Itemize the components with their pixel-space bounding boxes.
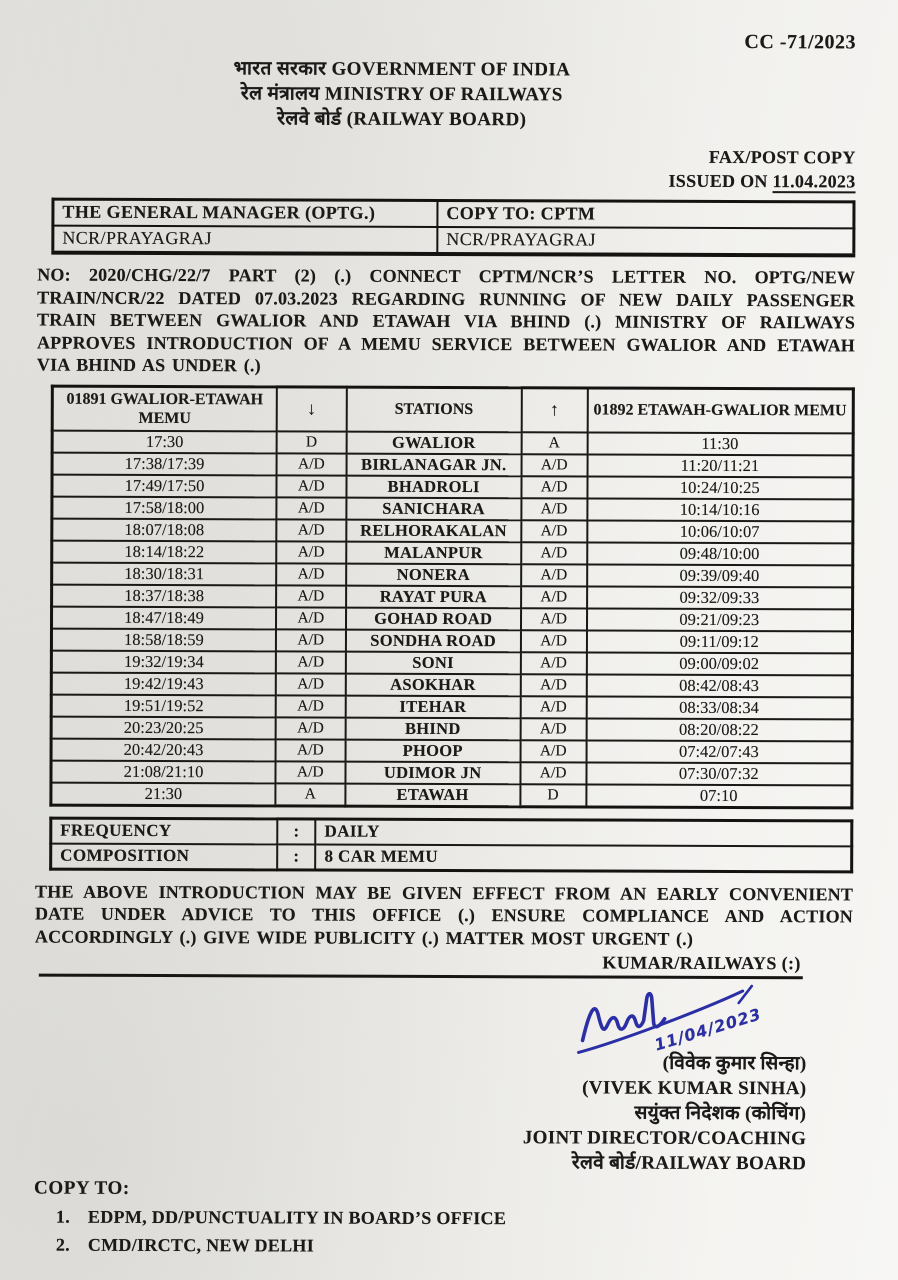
column-header-train-01892: 01892 ETAWAH-GWALIOR MEMU xyxy=(587,387,853,432)
copy-addressee-title: COPY TO: CPTM xyxy=(437,200,854,228)
timetable-row xyxy=(51,782,852,807)
copy-to-item-1 xyxy=(34,1207,852,1231)
cell: A/D xyxy=(520,740,586,762)
item-number: 2. xyxy=(55,1234,70,1255)
cell: 21:08/21:10 xyxy=(51,760,276,783)
signature-tick xyxy=(739,986,752,1003)
cell: A/D xyxy=(276,629,346,651)
cell: A/D xyxy=(520,674,586,696)
cell: D xyxy=(277,431,347,453)
cell: A/D xyxy=(276,673,346,695)
cell: : xyxy=(277,844,315,870)
timetable-row xyxy=(52,518,853,543)
timetable-row xyxy=(51,760,852,785)
cell: 19:51/19:52 xyxy=(51,694,276,717)
timetable-row xyxy=(51,694,852,719)
fax-issue-block xyxy=(38,143,856,194)
cell: A/D xyxy=(276,475,346,497)
cell: 18:47/18:49 xyxy=(51,606,276,629)
address-office-row xyxy=(53,226,854,256)
cell: 19:42/19:43 xyxy=(51,672,276,695)
cell: A/D xyxy=(520,696,586,718)
cell: 18:37/18:38 xyxy=(52,584,277,607)
cell: 17:30 xyxy=(52,430,277,453)
closing-paragraph: THE ABOVE INTRODUCTION MAY BE GIVEN EFFECT FROM AN EARLY CONVENIENT DATE UNDER ADVICE TO THIS OFFICE (.) ENSURE COMPLIANCE AND ACTION ACCORDINGLY (.) GIVE WIDE PUBLICITY (.) MATTER MOST URGENT (.) xyxy=(34,881,854,949)
cell: A/D xyxy=(521,542,587,564)
cell: D xyxy=(520,784,586,807)
cell: 09:39/09:40 xyxy=(587,564,853,587)
cell: 09:48/10:00 xyxy=(587,542,853,565)
timetable-row xyxy=(51,716,852,741)
train-timetable xyxy=(49,384,854,809)
cell: A/D xyxy=(521,498,587,520)
timetable-row xyxy=(52,452,853,477)
cell: A/D xyxy=(521,520,587,542)
item-text: EDPM, DD/PUNCTUALITY IN BOARD’S OFFICE xyxy=(87,1206,507,1229)
cell: A/D xyxy=(276,607,346,629)
cell: 11:20/11:21 xyxy=(587,454,853,477)
cell: 08:20/08:22 xyxy=(586,718,852,741)
cell: A/D xyxy=(276,651,346,673)
cell: 07:30/07:32 xyxy=(586,762,852,785)
signature-block xyxy=(34,979,853,1177)
cell: GWALIOR xyxy=(346,431,521,454)
cell: A/D xyxy=(521,564,587,586)
cell: A/D xyxy=(276,695,346,717)
cell: A/D xyxy=(276,739,346,761)
timetable-body xyxy=(51,430,853,807)
cell: NONERA xyxy=(346,563,521,586)
info-row xyxy=(51,843,852,871)
copy-addressee-office: NCR/PRAYAGRAJ xyxy=(437,227,854,255)
cell: A/D xyxy=(276,497,346,519)
cell: 17:49/17:50 xyxy=(52,474,277,497)
signatory-name: (VIVEK KUMAR SINHA) xyxy=(582,1077,807,1100)
signatory-organisation: रेलवे बोर्ड/RAILWAY BOARD xyxy=(571,1152,807,1175)
signature-date: 11/04/2023 xyxy=(652,1004,764,1055)
cell: 09:00/09:02 xyxy=(586,652,852,675)
cell: ETAWAH xyxy=(345,783,520,806)
cell: 08:42/08:43 xyxy=(586,674,852,697)
cell: 09:21/09:23 xyxy=(587,608,853,631)
handwritten-signature xyxy=(570,980,780,1061)
cell: RELHORAKALAN xyxy=(346,519,521,542)
addressee-title: THE GENERAL MANAGER (OPTG.) xyxy=(53,199,438,227)
cell: A/D xyxy=(521,608,587,630)
timetable-row xyxy=(52,584,853,609)
cell: A/D xyxy=(521,476,587,498)
cell: DAILY xyxy=(316,819,852,846)
issued-on-line xyxy=(38,167,856,194)
sender-reference: KUMAR/RAILWAYS (:) xyxy=(602,952,801,974)
cell: 20:23/20:25 xyxy=(51,716,276,739)
item-number: 1. xyxy=(55,1206,71,1227)
timetable-row xyxy=(51,650,852,675)
copy-to-item-2 xyxy=(34,1235,852,1259)
cell: ASOKHAR xyxy=(345,673,520,696)
cell: 10:24/10:25 xyxy=(587,476,853,499)
signatory-designation-hindi: सयुंक्त निदेशक (कोचिंग) xyxy=(634,1102,807,1125)
cell: 17:58/18:00 xyxy=(52,496,277,519)
cell: BHIND xyxy=(345,717,520,740)
letterhead-board-line: रेलवे बोर्ड (RAILWAY BOARD) xyxy=(277,108,527,131)
timetable-row xyxy=(52,540,853,565)
cell: COMPOSITION xyxy=(51,843,278,869)
cell: 17:38/17:39 xyxy=(52,452,277,475)
cell: SANICHARA xyxy=(346,497,521,520)
cell: A/D xyxy=(521,652,587,674)
cell: SONDHA ROAD xyxy=(346,629,521,652)
cell: 10:06/10:07 xyxy=(587,520,853,543)
up-arrow-icon: ↑ xyxy=(521,387,587,432)
copy-to-title: COPY TO: xyxy=(34,1177,130,1199)
cell: GOHAD ROAD xyxy=(346,607,521,630)
cell: BHADROLI xyxy=(346,475,521,498)
body-paragraph: NO: 2020/CHG/22/7 PART (2) (.) CONNECT CPTM/NCR’S LETTER NO. OPTG/NEW TRAIN/NCR/22 DATED 07.03.2023 REGARDING RUNNING OF NEW DAILY PASSENGER TRAIN BETWEEN GWALIOR AND ETAWAH VIA BHIND (.) MINISTRY OF RAILWAYS APPROVES INTRODUCTION OF A MEMU SERVICE BETWEEN GWALIOR AND ETAWAH VIA BHIND AS UNDER (.) xyxy=(36,264,856,376)
cell: A/D xyxy=(276,541,346,563)
timetable-row xyxy=(52,496,853,521)
cell: 07:42/07:43 xyxy=(586,740,852,763)
cell: SONI xyxy=(345,651,520,674)
cell: A/D xyxy=(520,762,586,784)
cell: A/D xyxy=(277,453,347,475)
cell: 18:30/18:31 xyxy=(52,562,277,585)
cell: FREQUENCY xyxy=(51,818,278,844)
cell: 18:07/18:08 xyxy=(52,518,277,541)
info-table-body xyxy=(51,818,852,872)
cell: A/D xyxy=(276,585,346,607)
reference-number: CC -71/2023 xyxy=(744,31,857,54)
letterhead-ministry-line: रेल मंत्रालय MINISTRY OF RAILWAYS xyxy=(240,83,563,106)
cell: A/D xyxy=(276,717,346,739)
signatory-name-hindi: (विवेक कुमार सिन्हा) xyxy=(662,1052,807,1075)
cell: 10:14/10:16 xyxy=(587,498,853,521)
timetable-row xyxy=(51,606,852,631)
timetable-row xyxy=(51,672,852,697)
letterhead xyxy=(0,55,811,133)
cell: PHOOP xyxy=(345,739,520,762)
cell: 20:42/20:43 xyxy=(51,738,276,761)
cell: A/D xyxy=(521,586,587,608)
timetable-row xyxy=(52,474,853,499)
cell: A/D xyxy=(521,630,587,652)
cell: 21:30 xyxy=(51,782,276,805)
cell: ITEHAR xyxy=(345,695,520,718)
issue-date: 11.04.2023 xyxy=(772,171,856,192)
down-arrow-icon: ↓ xyxy=(277,386,347,431)
timetable-row xyxy=(52,430,853,455)
cell: A xyxy=(275,783,345,806)
cell: A/D xyxy=(276,519,346,541)
address-table xyxy=(51,198,855,258)
letterhead-government-line: भारत सरकार GOVERNMENT OF INDIA xyxy=(233,58,571,81)
cell: A xyxy=(521,432,587,454)
timetable-row xyxy=(52,562,853,587)
timetable-header-row xyxy=(52,386,853,433)
cell: A/D xyxy=(276,563,346,585)
cell: UDIMOR JN xyxy=(345,761,520,784)
cell: A/D xyxy=(521,454,587,476)
timetable-row xyxy=(51,738,852,763)
signature-stroke xyxy=(583,993,665,1040)
cell: 19:32/19:34 xyxy=(51,650,276,673)
signatory-designation: JOINT DIRECTOR/COACHING xyxy=(522,1127,807,1150)
cell: BIRLANAGAR JN. xyxy=(346,453,521,476)
address-title-row xyxy=(53,199,854,228)
cell: A/D xyxy=(275,761,345,783)
cell: 18:58/18:59 xyxy=(51,628,276,651)
copy-to-section xyxy=(34,1178,852,1259)
cell: 18:14/18:22 xyxy=(52,540,277,563)
cell: MALANPUR xyxy=(346,541,521,564)
column-header-train-01891: 01891 GWALIOR-ETAWAH MEMU xyxy=(52,386,277,431)
issued-on-label: ISSUED ON xyxy=(668,170,768,192)
cell: 09:32/09:33 xyxy=(587,586,853,609)
addressee-office: NCR/PRAYAGRAJ xyxy=(53,226,438,254)
cell: 09:11/09:12 xyxy=(586,630,852,653)
cell: 08:33/08:34 xyxy=(586,696,852,719)
cell: : xyxy=(277,818,315,844)
cell: 07:10 xyxy=(586,784,852,807)
cell: 11:30 xyxy=(587,432,853,455)
column-header-stations: STATIONS xyxy=(346,387,521,432)
timetable-row xyxy=(51,628,852,653)
fax-copy-label: FAX/POST COPY xyxy=(708,146,856,168)
cell: 8 CAR MEMU xyxy=(315,844,851,871)
info-row xyxy=(51,818,852,846)
cell: A/D xyxy=(520,718,586,740)
item-text: CMD/IRCTC, NEW DELHI xyxy=(87,1234,315,1256)
cell: RAYAT PURA xyxy=(346,585,521,608)
frequency-composition-table xyxy=(49,816,853,873)
